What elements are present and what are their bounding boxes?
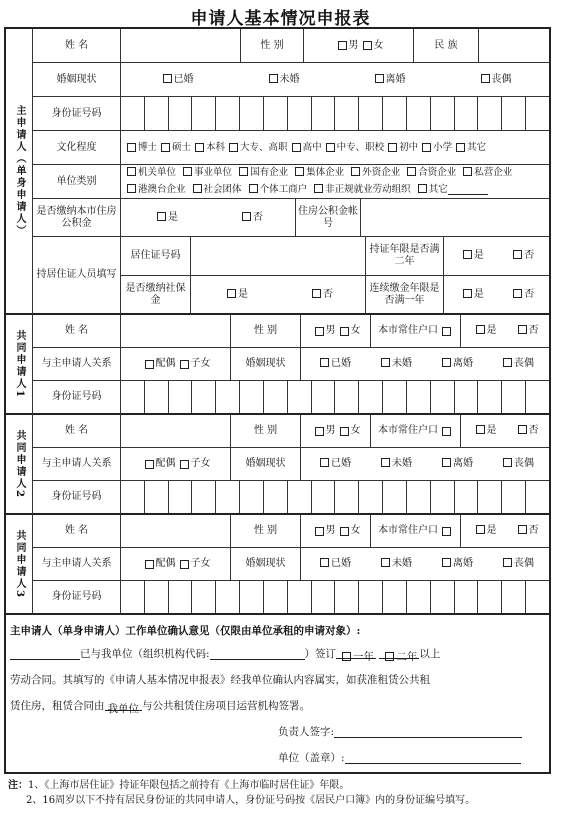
co1-id-grid[interactable] — [121, 381, 549, 415]
co3-gender-label: 性 别 — [231, 515, 301, 548]
co1-hukou-options[interactable]: 是 否 — [461, 315, 549, 348]
checkbox-divorced[interactable] — [375, 74, 384, 83]
main-employer-options[interactable]: 机关单位 事业单位 国有企业 集体企业 外资企业 合资企业 私营企业 港澳台企业 社会团体 个体工商户 非正规就业劳动组织 其它 — [121, 165, 549, 199]
checkbox-female[interactable] — [363, 41, 372, 50]
main-employer-label: 单位类别 — [33, 165, 121, 199]
confirmation-line2: 劳动合同。其填写的《申请人基本情况申报表》经我单位确认内容属实，如获准租赁公共租 — [10, 674, 430, 686]
co2-label: 共同申请人2 — [6, 415, 33, 515]
co1-marital-label: 婚姻现状 — [231, 348, 301, 381]
main-fund-account-label: 住房公积金帐 号 — [296, 199, 361, 237]
co2-marital-options[interactable]: 已婚 未婚 离婚 丧偶 — [301, 448, 549, 481]
declaration-form — [4, 27, 551, 774]
residence-years-options[interactable]: 是 否 — [444, 237, 549, 276]
main-name-label: 姓 名 — [33, 29, 121, 63]
main-id-grid[interactable] — [121, 97, 549, 131]
co1-relation-label: 与主申请人关系 — [33, 348, 121, 381]
seal-line: 单位（盖章）: — [10, 745, 549, 771]
co2-id-label: 身份证号码 — [33, 481, 121, 515]
residence-id-label: 居住证号码 — [121, 237, 191, 276]
employee-name-blank[interactable] — [10, 645, 80, 660]
co2-gender-label: 性 别 — [231, 415, 301, 448]
residence-years-label: 持证年限是否满二年 — [366, 237, 444, 276]
co3-name-label: 姓 名 — [33, 515, 121, 548]
co2-relation-options[interactable]: 配偶 子女 — [121, 448, 231, 481]
checkbox-fund-yes[interactable] — [157, 212, 166, 221]
social-label: 是否缴纳社保金 — [121, 276, 191, 315]
co2-marital-label: 婚姻现状 — [231, 448, 301, 481]
co3-hukou-label: 本市常住户口 — [371, 515, 461, 548]
checkbox-male[interactable] — [338, 41, 347, 50]
org-code-blank[interactable] — [210, 645, 305, 660]
co1-gender-options[interactable]: 男 女 — [301, 315, 371, 348]
main-education-options[interactable]: 博士 硕士 本科 大专、高职 高中 中专、职校 初中 小学 其它 — [121, 131, 549, 165]
co3-relation-label: 与主申请人关系 — [33, 548, 121, 581]
main-id-label: 身份证号码 — [33, 97, 121, 131]
co3-marital-label: 婚姻现状 — [231, 548, 301, 581]
checkbox-fund-no[interactable] — [242, 212, 251, 221]
co1-name-label: 姓 名 — [33, 315, 121, 348]
social-years-label: 连续缴金年限是否满一年 — [366, 276, 444, 315]
co3-label: 共同申请人3 — [6, 515, 33, 615]
employer-confirmation — [10, 619, 549, 771]
confirmation-heading: 主申请人（单身申请人）工作单位确认意见（仅限由单位承租的申请对象）: — [10, 625, 361, 637]
co1-label: 共同申请人1 — [6, 315, 33, 415]
co1-id-label: 身份证号码 — [33, 381, 121, 415]
confirmation-line1: 已与我单位（组织机构代码: ）签订 一年 二年 以上 — [10, 641, 549, 667]
main-fund-label: 是否缴纳本市住房公积金 — [33, 199, 121, 237]
co2-name-label: 姓 名 — [33, 415, 121, 448]
main-gender-options[interactable]: 男 女 — [304, 29, 414, 63]
confirmation-line3: 赁住房，租赁合同由 我单位 与公共租赁住房项目运营机构签署。 — [10, 693, 549, 719]
social-years-options[interactable]: 是 否 — [444, 276, 549, 315]
main-ethnicity-label: 民 族 — [414, 29, 479, 63]
signature-blank[interactable] — [334, 723, 522, 738]
main-residence-label: 持居住证人员填写 — [33, 237, 121, 315]
co3-id-grid[interactable] — [121, 581, 549, 615]
main-ethnicity-field[interactable] — [479, 29, 549, 63]
main-fund-options[interactable]: 是 否 — [121, 199, 296, 237]
co2-hukou-label: 本市常住户口 — [371, 415, 461, 448]
main-name-field[interactable] — [121, 29, 241, 63]
main-applicant-label: 主申请人（单身申请人） — [6, 29, 33, 315]
social-options[interactable]: 是 否 — [191, 276, 366, 315]
checkbox-widowed[interactable] — [481, 74, 490, 83]
co1-hukou-label: 本市常住户口 — [371, 315, 461, 348]
co2-name-field[interactable] — [121, 415, 231, 448]
signature-line: 负责人签字: — [10, 719, 549, 745]
form-title: 申请人基本情况申报表 — [190, 9, 371, 29]
co1-marital-options[interactable]: 已婚 未婚 离婚 丧偶 — [301, 348, 549, 381]
checkbox-unmarried[interactable] — [269, 74, 278, 83]
main-education-label: 文化程度 — [33, 131, 121, 165]
co2-hukou-options[interactable]: 是 否 — [461, 415, 549, 448]
co3-marital-options[interactable]: 已婚 未婚 离婚 丧偶 — [301, 548, 549, 581]
checkbox-married[interactable] — [163, 74, 172, 83]
co2-id-grid[interactable] — [121, 481, 549, 515]
co2-relation-label: 与主申请人关系 — [33, 448, 121, 481]
co1-gender-label: 性 别 — [231, 315, 301, 348]
main-marital-options[interactable]: 已婚 未婚 离婚 丧偶 — [121, 63, 549, 97]
co3-hukou-options[interactable]: 是 否 — [461, 515, 549, 548]
main-gender-label: 性 别 — [241, 29, 304, 63]
co1-relation-options[interactable]: 配偶 子女 — [121, 348, 231, 381]
co3-name-field[interactable] — [121, 515, 231, 548]
co3-gender-options[interactable]: 男 女 — [301, 515, 371, 548]
co3-relation-options[interactable]: 配偶 子女 — [121, 548, 231, 581]
main-marital-label: 婚姻现状 — [33, 63, 121, 97]
co3-id-label: 身份证号码 — [33, 581, 121, 615]
footnotes: 注：1、《上海市居住证》持证年限包括之前持有《上海市临时居住证》年限。 2、16周岁以下不持有居民身份证的共同申请人，身份证号码按《居民户口簿》内的身份证编号填写。 — [8, 780, 476, 806]
main-fund-account-field[interactable] — [361, 199, 549, 237]
residence-id-field[interactable] — [191, 237, 366, 276]
co2-gender-options[interactable]: 男 女 — [301, 415, 371, 448]
seal-blank[interactable] — [345, 749, 521, 764]
co1-name-field[interactable] — [121, 315, 231, 348]
